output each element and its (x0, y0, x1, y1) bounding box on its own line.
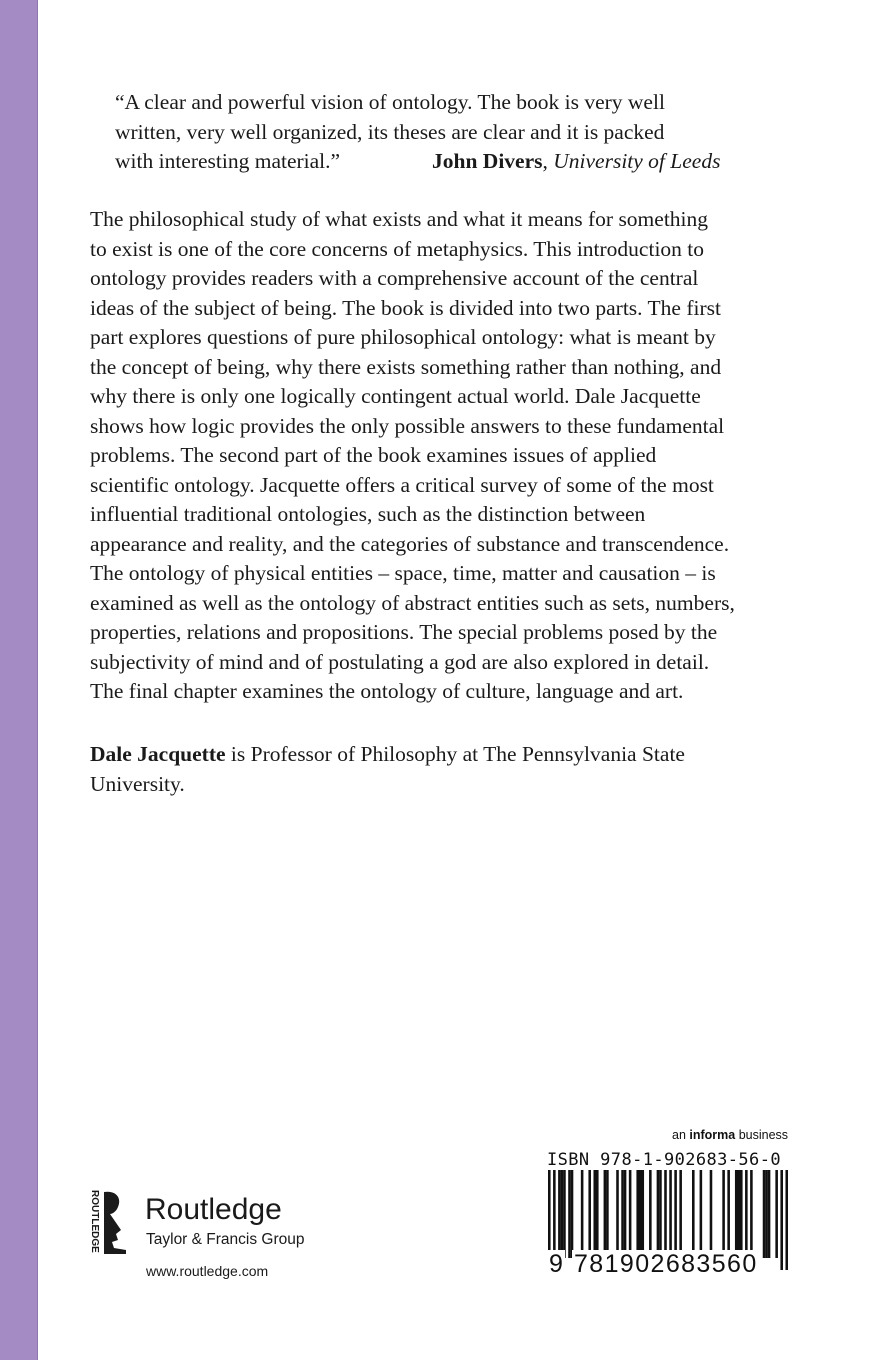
description-line: appearance and reality, and the categories of substance and transcendence. (90, 531, 730, 556)
description-line: to exist is one of the core concerns of metaphysics. This introduction to (90, 236, 705, 261)
description-line: ontology provides readers with a comprehensive account of the central (90, 266, 699, 290)
barcode-bar (616, 1170, 619, 1258)
barcode-bar (636, 1170, 639, 1258)
publisher-group: Taylor & Francis Group (146, 1231, 305, 1248)
barcode-bar (727, 1170, 730, 1258)
barcode-bar (558, 1170, 561, 1258)
publisher-name: Routledge (145, 1193, 282, 1226)
barcode-bar (657, 1170, 660, 1258)
bio-text: is Professor of Philosophy at The Pennsylvania State (225, 742, 685, 766)
quote-line: with interesting material.” (115, 149, 341, 173)
description-line: why there is only one logically contingent actual world. Dale Jacquette (90, 384, 701, 408)
barcode-bar (588, 1170, 591, 1258)
barcode-bar (568, 1170, 571, 1258)
barcode-bar (581, 1170, 584, 1258)
barcode-bar (763, 1170, 766, 1258)
barcode-bar (722, 1170, 725, 1258)
barcode-bar (735, 1170, 738, 1258)
description-line: problems. The second part of the book examines issues of applied (90, 443, 657, 467)
barcode-bar (768, 1170, 771, 1258)
quote-line: written, very well organized, its theses are clear and it is packed (115, 119, 665, 144)
review-quote (115, 88, 755, 177)
barcode-guard-bar (780, 1170, 783, 1270)
barcode-bar (596, 1170, 599, 1258)
description-line: The ontology of physical entities – space, time, matter and causation – is (90, 561, 716, 585)
bio-author-name: Dale Jacquette (90, 742, 226, 766)
barcode-bar (692, 1170, 695, 1258)
description-line: part explores questions of pure philosophical ontology: what is meant by (90, 325, 716, 349)
barcode-bar (765, 1170, 768, 1258)
informa-brand: informa (689, 1128, 736, 1142)
logo-word: ROUTLEDGE (89, 1190, 100, 1253)
description-line: subjectivity of mind and of postulating a god are also explored in detail. (90, 649, 710, 674)
barcode-bar (624, 1170, 627, 1258)
barcode-bar (641, 1170, 644, 1258)
description-line: examined as well as the ontology of abstract entities such as sets, numbers, (90, 590, 735, 615)
book-spine (0, 0, 38, 1360)
bio-text: University. (90, 771, 185, 796)
barcode-bar (750, 1170, 753, 1258)
barcode-bar (659, 1170, 662, 1258)
barcode-bar (679, 1170, 682, 1258)
barcode-bar (604, 1170, 607, 1258)
barcode-bar (649, 1170, 652, 1258)
author-bio (90, 740, 810, 799)
quote-line: “A clear and powerful vision of ontology. The book is very well (115, 90, 665, 114)
informa-business-tagline: an informa business (672, 1128, 789, 1142)
barcode-rest-digits: 781902683560 (574, 1250, 758, 1278)
barcode-bar (629, 1170, 632, 1258)
description-line: ideas of the subject of being. The book is divided into two parts. The first (90, 295, 721, 320)
description-line: influential traditional ontologies, such as the distinction between (90, 502, 646, 526)
quote-affiliation: University of Leeds (553, 149, 721, 173)
barcode-bar (593, 1170, 596, 1258)
barcode-bar (740, 1170, 743, 1258)
barcode-bar (571, 1170, 574, 1258)
routledge-logo-icon (88, 1190, 134, 1254)
barcode-bar (639, 1170, 642, 1258)
barcode-bar (606, 1170, 609, 1258)
barcode-bar (737, 1170, 740, 1258)
book-description (90, 205, 810, 707)
description-line: The philosophical study of what exists and what it means for something (90, 207, 709, 231)
barcode-bar (700, 1170, 703, 1258)
isbn-text: ISBN 978-1-902683-56-0 (547, 1150, 781, 1170)
barcode-bar (745, 1170, 748, 1258)
barcode-bar (710, 1170, 713, 1258)
barcode-bar (561, 1170, 564, 1258)
quote-author: John Divers (432, 149, 543, 173)
description-line: shows how logic provides the only possible answers to these fundamental (90, 413, 725, 438)
publisher-url: www.routledge.com (146, 1263, 269, 1279)
barcode-guard-bar (785, 1170, 788, 1270)
logo-head-silhouette (104, 1192, 126, 1254)
barcode-bar (775, 1170, 778, 1258)
quote-attribution: John Divers, University of Leeds (432, 149, 721, 173)
barcode-bar (674, 1170, 677, 1258)
barcode-first-digit: 9 (549, 1250, 563, 1278)
description-line: properties, relations and propositions. The special problems posed by the (90, 620, 718, 644)
description-line: scientific ontology. Jacquette offers a critical survey of some of the most (90, 472, 714, 497)
description-line: the concept of being, why there exists something rather than nothing, and (90, 354, 722, 379)
barcode-bar (621, 1170, 624, 1258)
description-line: The final chapter examines the ontology of culture, language and art. (90, 679, 684, 703)
barcode-bar (563, 1170, 566, 1258)
